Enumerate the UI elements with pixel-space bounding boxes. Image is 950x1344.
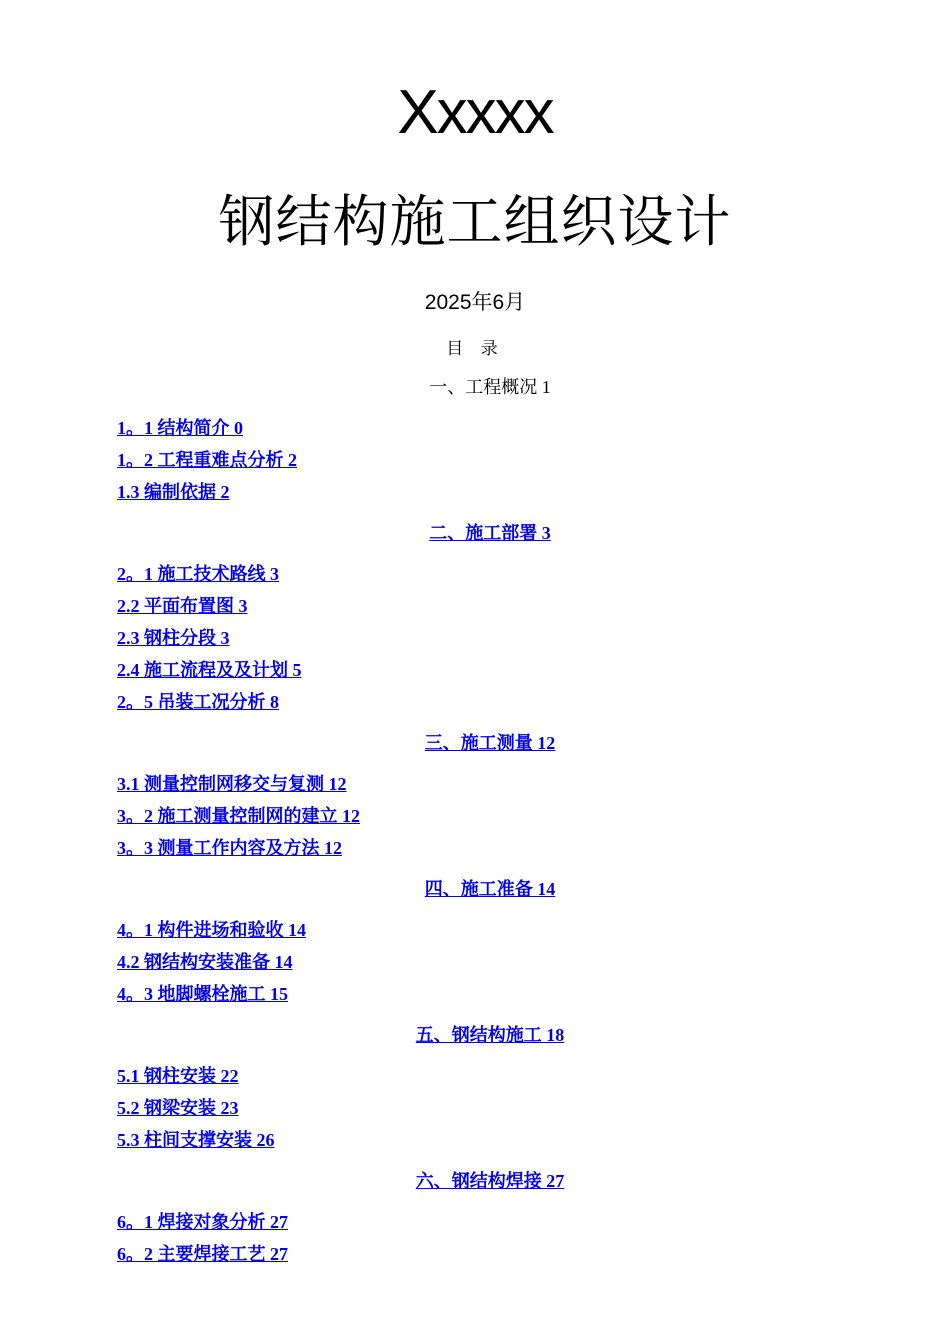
- toc-section-link[interactable]: 2.4 施工流程及及计划 5: [117, 660, 302, 680]
- toc-section-link[interactable]: 1。1 结构简介 0: [117, 418, 243, 438]
- toc-chapter[interactable]: 二、施工部署 3: [429, 523, 551, 543]
- document-date: 2025年6月: [424, 291, 526, 314]
- toc-heading: 目 录: [446, 339, 504, 359]
- toc-section-link[interactable]: 3。2 施工测量控制网的建立 12: [117, 806, 360, 826]
- toc-section-link[interactable]: 1.3 编制依据 2: [117, 482, 230, 502]
- toc-section-link[interactable]: 4。3 地脚螺栓施工 15: [117, 984, 288, 1004]
- toc-section-link[interactable]: 6。2 主要焊接工艺 27: [117, 1244, 288, 1264]
- toc-section-link[interactable]: 6。1 焊接对象分析 27: [117, 1212, 288, 1232]
- toc-section-link[interactable]: 4。1 构件进场和验收 14: [117, 920, 306, 940]
- document-subtitle: 钢结构施工组织设计: [218, 190, 732, 255]
- toc-chapter[interactable]: 六、钢结构焊接 27: [415, 1171, 565, 1191]
- toc-section-link[interactable]: 2。1 施工技术路线 3: [117, 564, 279, 584]
- toc-section-link[interactable]: 1。2 工程重难点分析 2: [117, 450, 297, 470]
- toc-section-link[interactable]: 2。5 吊装工况分析 8: [117, 692, 279, 712]
- document-title: Xxxxx: [397, 78, 553, 147]
- toc-chapter[interactable]: 四、施工准备 14: [424, 879, 556, 899]
- toc-section-link[interactable]: 5.3 柱间支撑安装 26: [117, 1130, 275, 1150]
- toc-section-link[interactable]: 5.1 钢柱安装 22: [117, 1066, 239, 1086]
- toc-section-link[interactable]: 2.2 平面布置图 3: [117, 596, 248, 616]
- toc-chapter: 一、工程概况 1: [429, 377, 551, 397]
- toc-section-link[interactable]: 3.1 测量控制网移交与复测 12: [117, 774, 347, 794]
- toc-section-link[interactable]: 2.3 钢柱分段 3: [117, 628, 230, 648]
- toc-section-link[interactable]: 5.2 钢梁安装 23: [117, 1098, 239, 1118]
- toc-section-link[interactable]: 4.2 钢结构安装准备 14: [117, 952, 293, 972]
- toc-chapter[interactable]: 五、钢结构施工 18: [415, 1025, 565, 1045]
- toc-section-link[interactable]: 3。3 测量工作内容及方法 12: [117, 838, 342, 858]
- toc-chapter[interactable]: 三、施工测量 12: [424, 733, 556, 753]
